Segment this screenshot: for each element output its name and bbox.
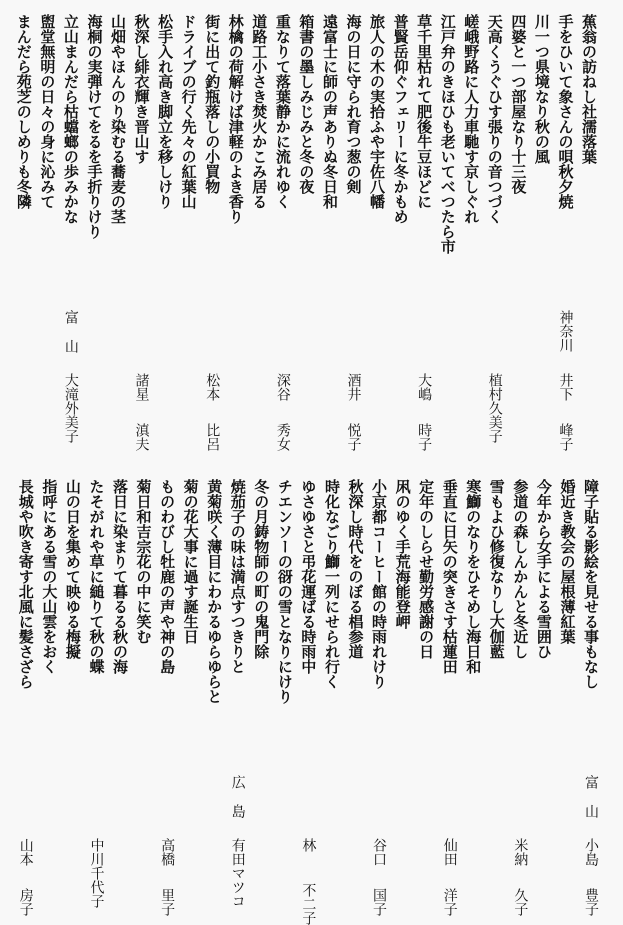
author-name: 中川千代子 [88, 838, 105, 908]
haiku-line: 菊の花大事に過す誕生日 [181, 479, 200, 644]
author-given-name: 里子 [159, 888, 176, 916]
author-place: 広島 [229, 775, 246, 833]
haiku-line: 雪もよひ修復なりし大伽藍 [487, 479, 506, 659]
haiku-line: 障子貼る影絵を見せる事もなし [582, 479, 600, 689]
author-given-name: 秀女 [274, 423, 291, 451]
author-given-name: 久子 [512, 888, 529, 916]
author-given-name: 時子 [416, 423, 433, 451]
haiku-line: 立山まんだら枯蟷螂の歩みかな [61, 14, 80, 224]
haiku-line: ドライブの行く先々の紅葉山 [179, 14, 198, 209]
author-surname: 林 [300, 838, 317, 852]
author-given-name: 滇夫 [133, 423, 150, 451]
haiku-line: 小京都コーヒー館の時雨れけり [370, 479, 389, 689]
haiku-line: 松手入れ高き脚立を移しけり [156, 14, 175, 209]
author-given-name: 不二子 [300, 883, 317, 925]
author-place: 富山 [62, 310, 79, 368]
haiku-line: 道路工小さき焚火かこみ居る [250, 14, 269, 209]
haiku-line: 焼茄子の味は満点すつきりと [228, 479, 247, 674]
haiku-line: 山畑やほんのり染むる蕎麦の茎 [109, 14, 127, 224]
haiku-line: 遠富士に師の声ありぬ冬日和 [320, 14, 339, 209]
haiku-line: 嵯峨野路に人力車馳す京しぐれ [462, 14, 481, 224]
author-surname: 小島 [583, 838, 599, 866]
haiku-line: たそがれや草に縋りて秋の蝶 [87, 479, 106, 674]
author-surname: 谷口 [371, 838, 388, 866]
haiku-line: 山の日を集めて映ゆる梅擬 [63, 479, 82, 659]
haiku-line: 寒鰤のなりをひそめし海日和 [464, 479, 483, 674]
author-given-name: 洋子 [441, 888, 458, 916]
haiku-line: 林檎の荷解けば津軽のよき香り [226, 14, 245, 224]
author-name: 大滝外美子 [62, 373, 79, 443]
author-place: 神奈川 [557, 310, 574, 352]
haiku-line: 時化なごり鰤一列にせられ行く [322, 479, 341, 689]
haiku-line: 重なりて落葉静かに流れゆく [273, 14, 292, 209]
haiku-line: 盥堂無明の日々の身に沁みて [38, 14, 57, 209]
author-given-name: 豊子 [583, 888, 599, 916]
author-surname: 松本 [204, 373, 221, 401]
author-surname: 深谷 [274, 373, 291, 401]
haiku-line: 海の日に守られ育つ葱の剣 [344, 14, 363, 194]
author-surname: 高橋 [159, 838, 176, 866]
haiku-line: 海桐の実弾けてをるを手折りけり [85, 14, 104, 239]
haiku-line: 草千里枯れて肥後牛豆ほどに [415, 14, 434, 209]
haiku-line: ゆさゆさと弔花運ばる時雨中 [299, 479, 318, 674]
haiku-line: チエンソーの谺の雪となりにけり [275, 479, 294, 704]
haiku-line: 冬の月鋳物師の町の鬼門除 [252, 479, 271, 659]
author-place: 富山 [583, 775, 599, 833]
haiku-line: まんだら苑芝のしめりも冬隣 [14, 14, 33, 209]
author-surname: 井下 [557, 373, 574, 401]
haiku-line: 落日に染まりて暮るる秋の海 [111, 479, 129, 674]
haiku-line: 参道の森しんかんと冬近し [511, 479, 530, 659]
haiku-line: 長城や吹き寄す北風に髪さざら [16, 479, 35, 689]
author-surname: 大嶋 [416, 373, 433, 401]
haiku-line: 菊日和吉宗花の中に笑む [134, 479, 153, 644]
author-given-name: 悦子 [345, 423, 362, 451]
haiku-line: 垂直に日矢の突きさす枯蓮田 [440, 479, 459, 674]
author-given-name: 比呂 [204, 423, 221, 451]
haiku-line: 秋深し時代をのぼる椙参道 [346, 479, 365, 659]
author-surname: 諸星 [133, 373, 150, 401]
haiku-line: 四婆と一つ部屋なり十三夜 [509, 14, 528, 194]
author-given-name: 国子 [371, 888, 388, 916]
haiku-line: 定年のしらせ勤労感謝の日 [417, 479, 436, 659]
haiku-line: 天高くうぐひす張りの音つづく [485, 14, 504, 224]
haiku-line: 箱書の墨しみじみと冬の夜 [297, 14, 316, 194]
haiku-line: 江戸弁のきほひも老いてべつたら市 [438, 14, 457, 254]
author-name: 有田マツコ [229, 838, 246, 908]
author-given-name: 峰子 [557, 423, 574, 451]
author-surname: 山本 [17, 838, 34, 866]
haiku-line: 婚近き教会の屋根薄紅葉 [558, 479, 577, 644]
haiku-line: 黄菊咲く薄目にわかるゆらゆらと [205, 479, 224, 704]
author-surname: 米納 [512, 838, 529, 866]
author-surname: 仙田 [441, 838, 458, 866]
author-surname: 酒井 [345, 373, 362, 401]
haiku-line: 指呼にある雪の大山雲をおく [40, 479, 59, 674]
author-given-name: 房子 [17, 888, 34, 916]
haiku-line: 川一つ県境なり秋の風 [532, 14, 551, 164]
haiku-line: 凩のゆく手荒海能登岬 [393, 479, 412, 629]
haiku-line: 蕉翁の訪ねし社濡落葉 [580, 14, 598, 164]
haiku-line: 街に出て釣瓶落しの小買物 [203, 14, 222, 194]
haiku-line: 秋深し緋衣輝き晋山す [132, 14, 151, 164]
haiku-line: ものわびし牡鹿の声や神の島 [158, 479, 177, 674]
haiku-line: 普賢岳仰ぐフェリーに冬かもめ [391, 14, 410, 224]
haiku-line: 旅人の木の実拾ふや宇佐八幡 [368, 14, 387, 209]
author-name: 植村久美子 [486, 373, 503, 443]
haiku-line: 手をひいて象さんの唄秋夕焼 [556, 14, 575, 209]
haiku-line: 今年から女手による雪囲ひ [534, 479, 553, 659]
